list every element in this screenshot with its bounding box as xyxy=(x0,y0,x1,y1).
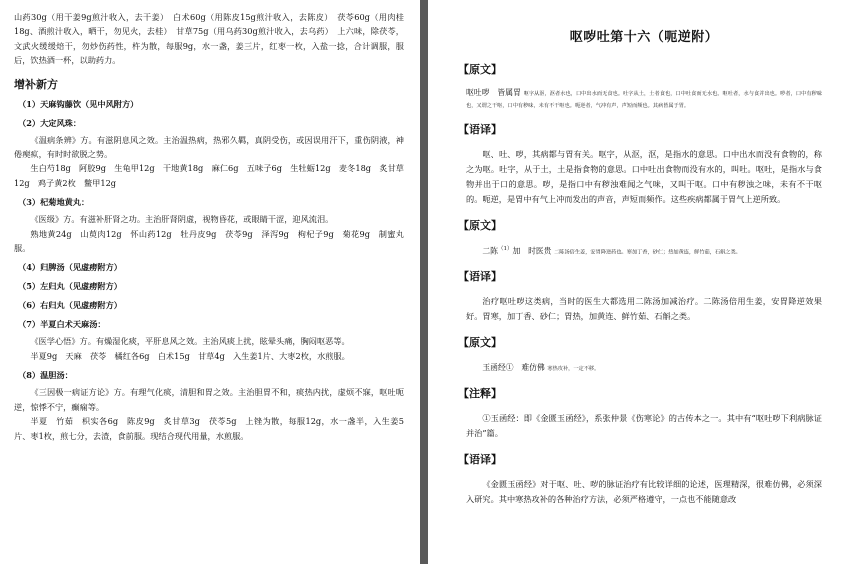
original-annotation: 二陈汤倍生姜，安胃降逆药也。寒加丁香，砂仁；热加黄连，鲜竹茹，石斛之类。 xyxy=(554,249,741,256)
item-description: 《医学心悟》方。有燥湿化痰，平肝息风之效。主治风痰上扰，眩晕头痛，胸闷呕恶等。 xyxy=(30,336,350,347)
item-description: 《温病条辨》方。有滋阴息风之效。主治温热病，热邪久羁，真阴受伤，或因误用汗下，重伤阴液，神倦瘈疭，有时时欲脱之势。 xyxy=(14,134,404,160)
original-verse: 玉函经① 难仿佛 xyxy=(482,362,545,372)
heading-original-text: 【原文】 xyxy=(458,335,502,349)
item-heading: （7）半夏白术天麻汤： xyxy=(18,319,106,330)
item-heading: （5）左归丸（见虚痨附方） xyxy=(18,281,122,292)
page-gap xyxy=(420,0,428,564)
original-text-block xyxy=(466,360,822,375)
original-text-block xyxy=(466,243,822,258)
left-page xyxy=(0,0,420,564)
item-heading: （8）温胆汤： xyxy=(18,370,73,381)
item-heading: （4）归脾汤（见虚痨附方） xyxy=(18,262,122,273)
heading-translation: 【语译】 xyxy=(458,123,502,136)
original-verse: 二陈 xyxy=(482,246,498,256)
translation-paragraph: 治疗呕吐哕这类病，当时的医生大都选用二陈汤加减治疗。二陈汤倍用生姜，安胃降逆效果好。胃寒，加丁香、砂仁；胃热，加黄连、鲜竹茹、石斛之类。 xyxy=(466,295,822,321)
right-page xyxy=(428,0,844,564)
item-description: 《医级》方。有滋补肝肾之功。主治肝肾阴虚，视物昏花，或眼睛干涩，迎风流泪。 xyxy=(30,214,334,225)
annotation-paragraph: ①玉函经：即《金匮玉函经》，系张仲景《伤寒论》的古传本之一。其中有“呕吐哕下利病脉证并治”篇。 xyxy=(466,412,822,438)
original-annotation: 寒热攻补，一定不移。 xyxy=(547,365,600,372)
item-heading: （6）右归丸（见虚痨附方） xyxy=(18,300,122,311)
heading-translation: 【语译】 xyxy=(458,269,502,283)
translation-paragraph: 呕、吐、哕，其病都与胃有关。呕字，从沤，沤，是指水的意思。口中出水而没有食物的，称之为呕。吐字，从于土，土是指食物的意思。口中吐出食物而没有水的，叫吐。呕吐，是指水与食物并出于口的意思。哕，是指口中有秽浊难闻之气味，又叫干呕。口中有秽浊之味，未有不干呕的。呃逆，是胃中有气上冲而发出的声音，声短而频作。这些疾病都属于胃气上逆所致。 xyxy=(466,149,822,204)
item-formula: 熟地黄24g 山萸肉12g 怀山药12g 牡丹皮9g 茯苓9g 泽泻9g 枸杞子9g 菊花9g 制蜜丸服。 xyxy=(14,228,404,254)
item-description: 《三因极一病证方论》方。有理气化痰，清胆和胃之效。主治胆胃不和，痰热内扰，虚烦不寐，呕吐呃逆，惊悸不宁，癫痫等。 xyxy=(14,387,404,412)
chapter-title: 呕哕吐第十六（呃逆附） xyxy=(569,30,719,45)
item-heading: （2）大定风珠： xyxy=(18,117,82,128)
heading-annotation: 【注释】 xyxy=(458,386,502,400)
original-text-block xyxy=(466,87,822,111)
heading-original-text: 【原文】 xyxy=(458,63,502,76)
heading-translation: 【语译】 xyxy=(458,452,502,466)
left-top-paragraph: 山药30g（用干姜9g煎汁收入，去干姜） 白术60g（用陈皮15g煎汁收入，去陈皮） 茯苓60g（用肉桂18g、酒煎汁收入，晒干，勿见火，去桂） 甘草75g（用乌药30g煎汁收入，去乌药） 上六味，除茯苓，文武火缓缓焙干，勿炒伤药性，杵为散，每服9g，水一盏，姜三片，红枣一枚，入盐一捻，合计调服，服后，饮热酒一杯，以助药力。 xyxy=(14,12,404,66)
translation-paragraph: 《金匮玉函经》对于呕、吐、哕的脉证治疗有比较详细的论述，医理精深，很难仿佛，必须深入研究。其中寒热攻补的各种治疗方法，必须严格遵守，一点也不能随意改 xyxy=(466,478,822,504)
heading-original-text: 【原文】 xyxy=(458,219,502,232)
original-verse: 呕吐哕 皆属胃 xyxy=(466,88,521,97)
original-verse: 加 时医贵 xyxy=(512,246,552,256)
footnote-marker: （1） xyxy=(497,246,513,252)
section-title: 增补新方 xyxy=(14,77,58,91)
item-heading: （1）天麻钩藤饮（见中风附方） xyxy=(18,98,139,109)
original-annotation: 呕字从沤，沤者水也，口中出水而无食也。吐字从土，土者食也，口中吐食而无水也。呕吐者，水与食并出也。哕者，口中有秽味也，又谓之干呕，口中有秽味，未有不干呕也。呃逆者，气冲有声，声短而频也。其病皆属于胃。 xyxy=(466,91,822,109)
item-formula: 半夏 竹茹 枳实各6g 陈皮9g 炙甘草3g 茯苓5g 上锉为散，每服12g，水一盏半，入生姜5片、枣1枚，煎七分，去渣，食前服。现结合现代用量，水煎服。 xyxy=(14,416,404,441)
item-heading: （3）杞菊地黄丸： xyxy=(18,197,90,208)
item-formula: 半夏9g 天麻 茯苓 橘红各6g 白术15g 甘草4g 入生姜1片、大枣2枚，水煎服。 xyxy=(30,350,350,361)
item-formula: 生白芍18g 阿胶9g 生龟甲12g 干地黄18g 麻仁6g 五味子6g 生牡蛎12g 麦冬18g 炙甘草12g 鸡子黄2枚 鳖甲12g xyxy=(14,163,404,188)
